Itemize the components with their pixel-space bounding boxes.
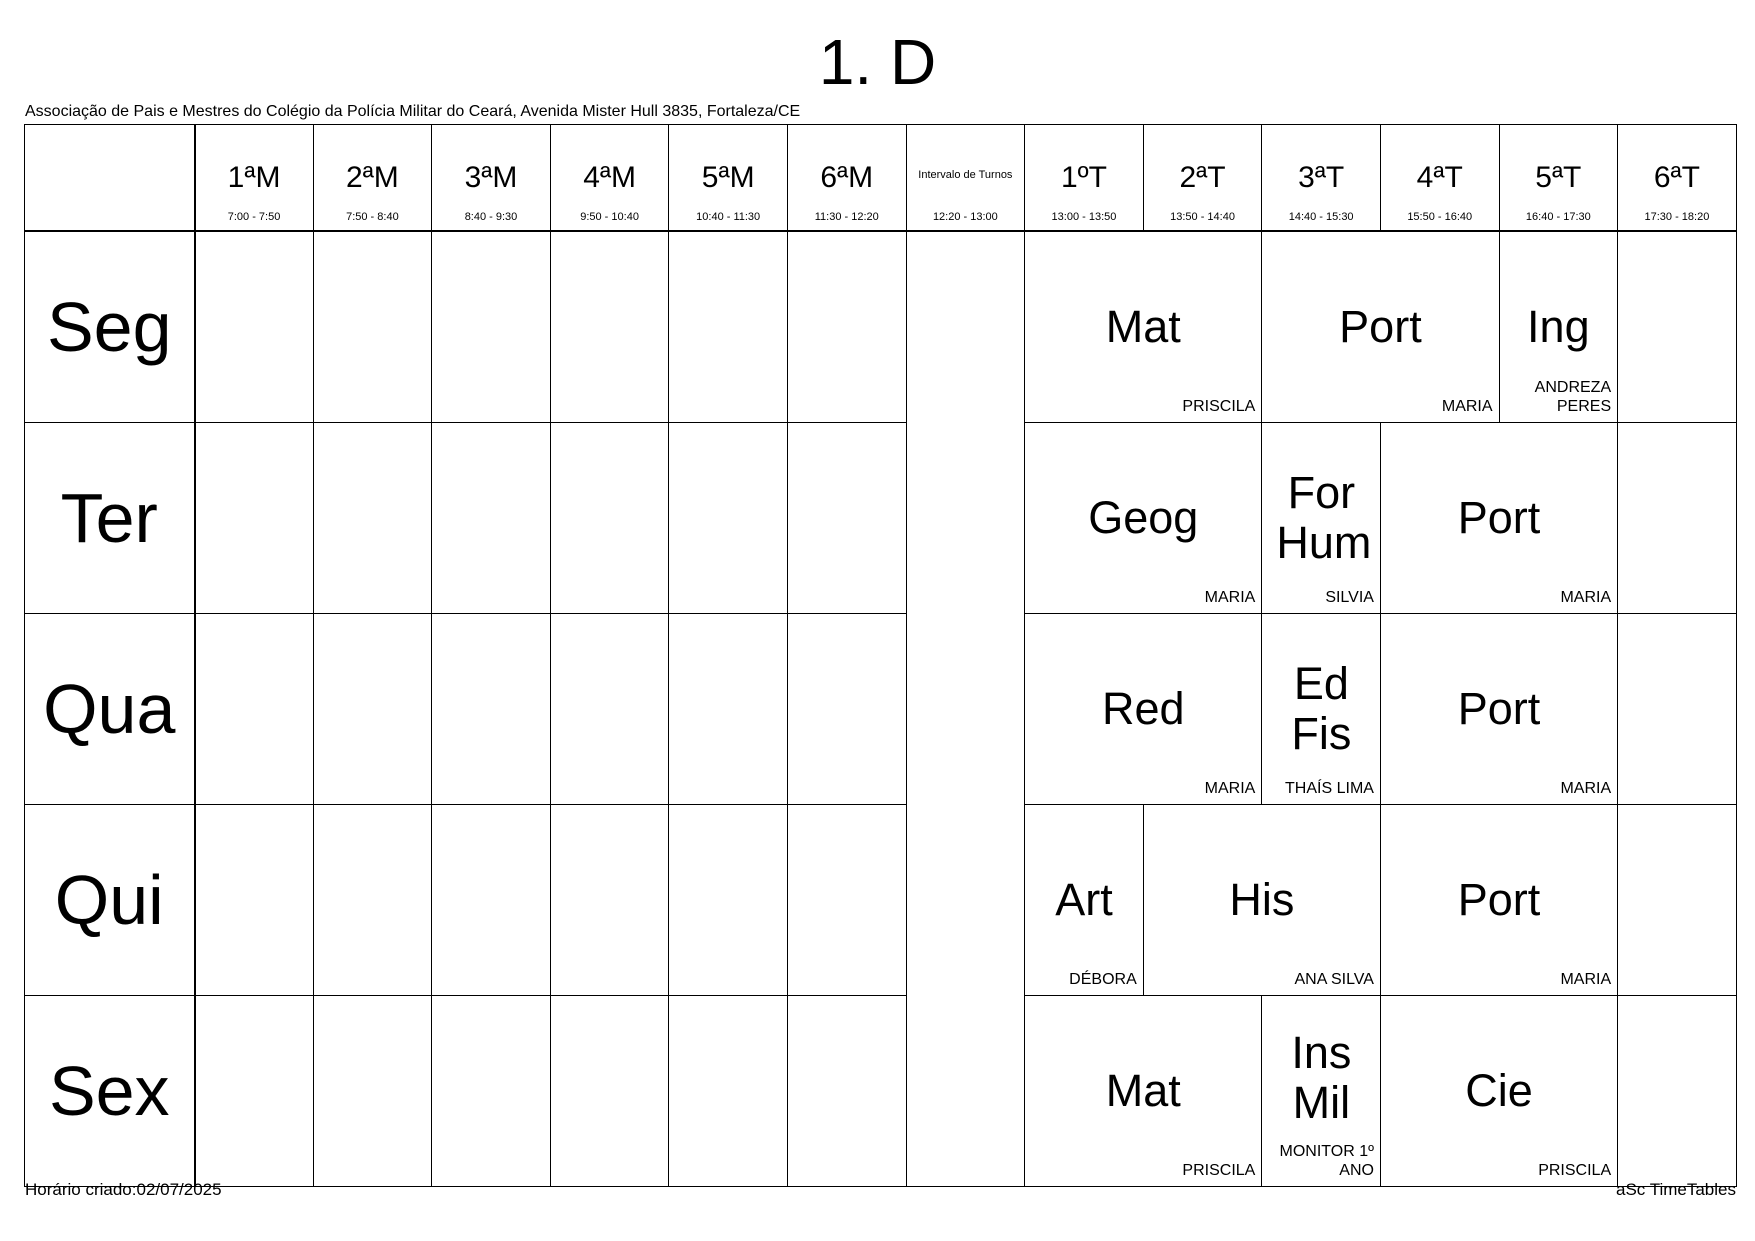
empty-cell: [1618, 423, 1737, 614]
lesson-cell: [1025, 423, 1262, 614]
empty-cell: [313, 805, 432, 996]
lesson-teacher: ANA SILVA: [1294, 971, 1374, 988]
empty-cell: [432, 231, 551, 423]
empty-cell: [669, 231, 788, 423]
day-row-qua: [25, 614, 1737, 805]
period-header: 5ªT 16:40 - 17:30: [1499, 125, 1618, 232]
empty-cell: [1618, 614, 1737, 805]
empty-cell: [195, 805, 314, 996]
empty-cell: [669, 614, 788, 805]
empty-cell: [313, 423, 432, 614]
empty-cell: [313, 996, 432, 1187]
day-row-seg: [25, 231, 1737, 423]
period-header: 1ºT 13:00 - 13:50: [1025, 125, 1144, 232]
day-label: Ter: [25, 423, 195, 614]
corner-cell: [25, 125, 195, 232]
lesson-teacher: MARIA: [1204, 589, 1256, 606]
lesson-subject: Art: [1055, 874, 1113, 925]
period-header: 3ªM 8:40 - 9:30: [432, 125, 551, 232]
empty-cell: [669, 996, 788, 1187]
empty-cell: [550, 231, 669, 423]
lesson-cell: [1025, 805, 1144, 996]
period-header: 3ªT 14:40 - 15:30: [1262, 125, 1381, 232]
day-label: Qui: [25, 805, 195, 996]
lesson-subject: Port: [1339, 301, 1422, 352]
lesson-cell: [1262, 423, 1381, 614]
empty-cell: [787, 805, 906, 996]
lesson-teacher: ANDREZA PERES: [1534, 379, 1612, 415]
lesson-subject: Mat: [1105, 1065, 1181, 1116]
lesson-subject: Red: [1101, 683, 1185, 734]
lesson-cell: [1262, 231, 1499, 423]
lesson-subject: Ing: [1527, 301, 1590, 352]
period-header: 1ªM 7:00 - 7:50: [195, 125, 314, 232]
break-column: [906, 231, 1025, 1187]
day-row-ter: [25, 423, 1737, 614]
lesson-teacher: MARIA: [1441, 398, 1493, 415]
day-row-qui: [25, 805, 1737, 996]
lesson-subject: Port: [1457, 683, 1541, 734]
lesson-subject: Ins Mil: [1291, 1026, 1352, 1128]
software-credit: aSc TimeTables: [1616, 1180, 1736, 1199]
period-header: 4ªT 15:50 - 16:40: [1380, 125, 1499, 232]
empty-cell: [432, 805, 551, 996]
lesson-cell: [1143, 805, 1380, 996]
lesson-subject: Mat: [1105, 301, 1181, 352]
empty-cell: [432, 614, 551, 805]
lesson-teacher: DÉBORA: [1069, 971, 1137, 988]
lesson-teacher: PRISCILA: [1182, 1162, 1256, 1179]
day-label: Qua: [25, 614, 195, 805]
lesson-subject: Geog: [1088, 492, 1199, 543]
lesson-cell: [1262, 614, 1381, 805]
lesson-teacher: PRISCILA: [1538, 1162, 1612, 1179]
lesson-teacher: MARIA: [1204, 780, 1256, 797]
lesson-subject: His: [1229, 874, 1295, 925]
header-row: [25, 125, 1737, 232]
lesson-subject: Port: [1457, 874, 1541, 925]
empty-cell: [550, 423, 669, 614]
empty-cell: [313, 231, 432, 423]
period-header: 2ªT 13:50 - 14:40: [1143, 125, 1262, 232]
empty-cell: [787, 231, 906, 423]
lesson-cell: [1380, 996, 1617, 1187]
lesson-teacher: MARIA: [1560, 780, 1612, 797]
creation-date: Horário criado:02/07/2025: [25, 1180, 222, 1199]
empty-cell: [1618, 996, 1737, 1187]
empty-cell: [1618, 231, 1737, 423]
lesson-cell: [1380, 614, 1617, 805]
organization-name: Associação de Pais e Mestres do Colégio da Polícia Militar do Ceará, Avenida Mister Hull 3835, Fortaleza/CE: [25, 103, 801, 120]
break-header: Intervalo de Turnos 12:20 - 13:00: [906, 125, 1025, 232]
lesson-subject: Cie: [1465, 1065, 1533, 1116]
empty-cell: [1618, 805, 1737, 996]
empty-cell: [195, 996, 314, 1187]
lesson-cell: [1025, 231, 1262, 423]
empty-cell: [550, 805, 669, 996]
empty-cell: [550, 996, 669, 1187]
empty-cell: [787, 614, 906, 805]
empty-cell: [313, 614, 432, 805]
day-label: Seg: [25, 231, 195, 423]
lesson-subject: For Hum: [1276, 467, 1372, 568]
period-header: 5ªM 10:40 - 11:30: [669, 125, 788, 232]
lesson-teacher: MARIA: [1560, 589, 1612, 606]
empty-cell: [432, 996, 551, 1187]
lesson-teacher: PRISCILA: [1182, 398, 1256, 415]
empty-cell: [195, 231, 314, 423]
lesson-cell: [1380, 805, 1617, 996]
timetable: [24, 124, 1737, 1187]
period-header: 2ªM 7:50 - 8:40: [313, 125, 432, 232]
lesson-cell: [1499, 231, 1618, 423]
empty-cell: [669, 805, 788, 996]
day-row-sex: [25, 996, 1737, 1187]
lesson-teacher: THAÍS LIMA: [1285, 780, 1374, 797]
day-label: Sex: [25, 996, 195, 1187]
empty-cell: [669, 423, 788, 614]
lesson-teacher: MONITOR 1º ANO: [1279, 1143, 1374, 1179]
empty-cell: [550, 614, 669, 805]
lesson-cell: [1025, 614, 1262, 805]
empty-cell: [195, 423, 314, 614]
period-header: 6ªT 17:30 - 18:20: [1618, 125, 1737, 232]
lesson-teacher: SILVIA: [1325, 589, 1374, 606]
lesson-cell: [1025, 996, 1262, 1187]
period-header: 6ªM 11:30 - 12:20: [787, 125, 906, 232]
lesson-cell: [1380, 423, 1617, 614]
lesson-cell: [1262, 996, 1381, 1187]
page-title: 1. D: [818, 26, 937, 98]
empty-cell: [195, 614, 314, 805]
lesson-teacher: MARIA: [1560, 971, 1612, 988]
period-header: 4ªM 9:50 - 10:40: [550, 125, 669, 232]
empty-cell: [787, 996, 906, 1187]
lesson-subject: Port: [1457, 492, 1541, 543]
empty-cell: [432, 423, 551, 614]
empty-cell: [787, 423, 906, 614]
lesson-subject: Ed Fis: [1291, 658, 1352, 759]
